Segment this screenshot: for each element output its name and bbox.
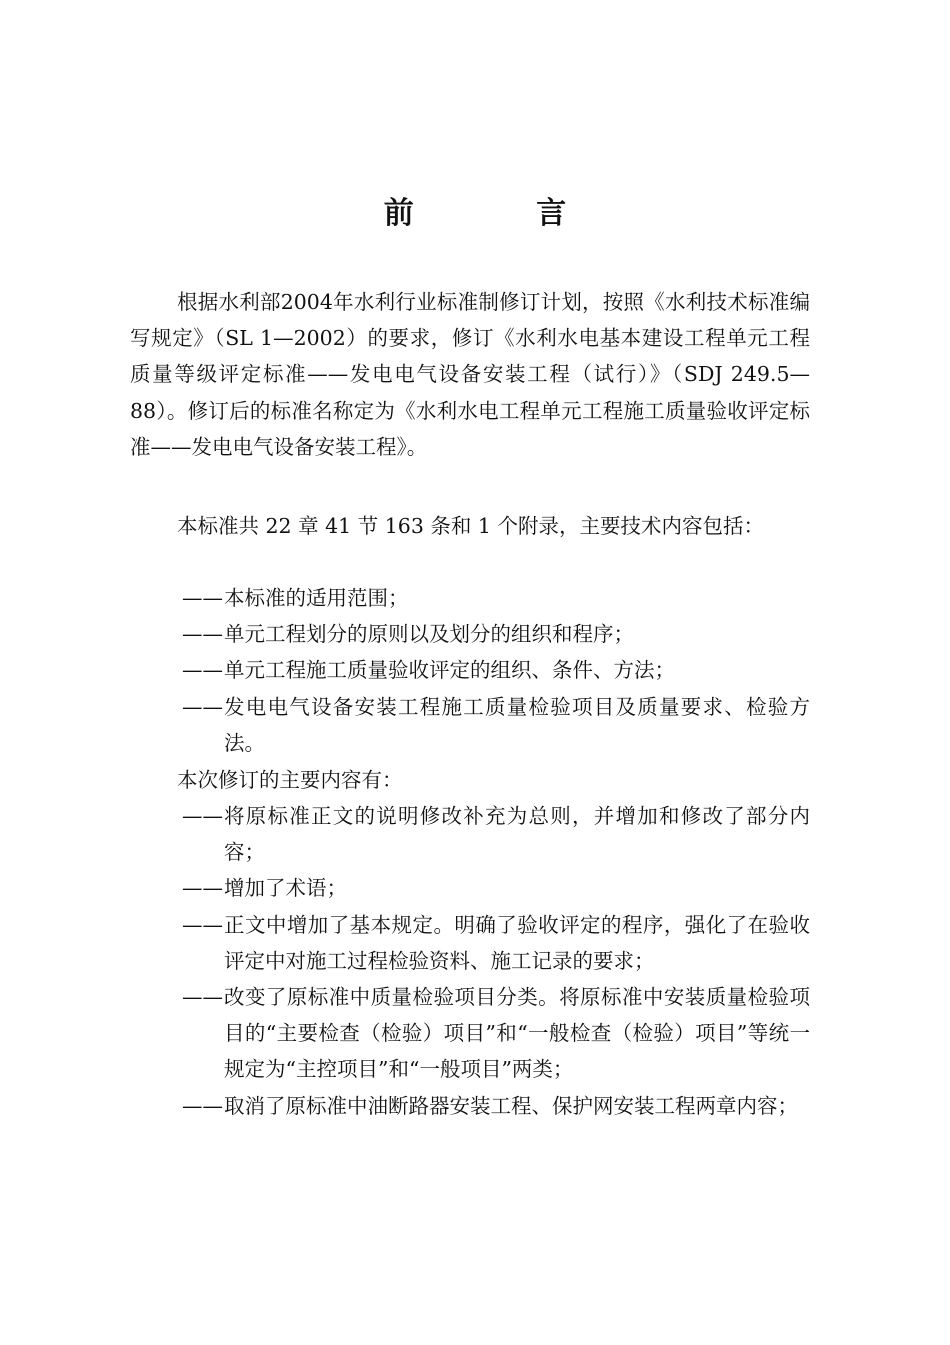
intro-paragraph: 根据水利部2004年水利行业标准制修订计划，按照《水利技术标准编写规定》（SL 1—2002）的要求，修订《水利水电基本建设工程单元工程质量等级评定标准——发电电气设备安装工程（试行）》（SDJ 249.5—88）。修订后的标准名称定为《水利水电工程单元工程施工质量验收评定标准——发电电气设备安装工程》。 (130, 290, 810, 459)
dash-marker: —— (182, 694, 223, 719)
dash-marker: —— (182, 912, 223, 937)
list-item: —— 改变了原标准中质量检验项目分类。将原标准中安装质量检验项目的“主要检查（检验）项目”和“一般检查（检验）项目”等统一规定为“主控项目”和“一般项目”两类； (130, 979, 810, 1088)
revision-heading: 本次修订的主要内容有： (177, 768, 403, 792)
list-item: —— 将原标准正文的说明修改补充为总则，并增加和修改了部分内容； (130, 798, 810, 870)
revision-list (130, 798, 810, 1124)
list-item: —— 正文中增加了基本规定。明确了验收评定的程序，强化了在验收评定中对施工过程检验资料、施工记录的要求； (130, 907, 810, 979)
dash-marker: —— (182, 876, 223, 901)
dash-marker: —— (182, 1093, 223, 1118)
list-item: —— 单元工程划分的原则以及划分的组织和程序； (130, 616, 810, 652)
dash-marker: —— (182, 658, 223, 683)
list-item: —— 发电电气设备安装工程施工质量检验项目及质量要求、检验方法。 (130, 689, 810, 761)
page-title: 前 言 (383, 196, 623, 231)
dash-marker: —— (182, 985, 223, 1010)
dash-marker: —— (182, 804, 223, 828)
content-summary-paragraph: 本标准共 22 章 41 节 163 条和 1 个附录，主要技术内容包括： (177, 514, 764, 538)
list-item: —— 单元工程施工质量验收评定的组织、条件、方法； (130, 652, 810, 688)
scope-list (130, 580, 810, 761)
list-item: —— 本标准的适用范围； (130, 580, 810, 616)
list-item: —— 增加了术语； (130, 870, 810, 906)
dash-marker: —— (182, 586, 223, 610)
list-item: —— 取消了原标准中油断路器安装工程、保护网安装工程两章内容； (130, 1088, 810, 1124)
dash-marker: —— (182, 622, 223, 647)
